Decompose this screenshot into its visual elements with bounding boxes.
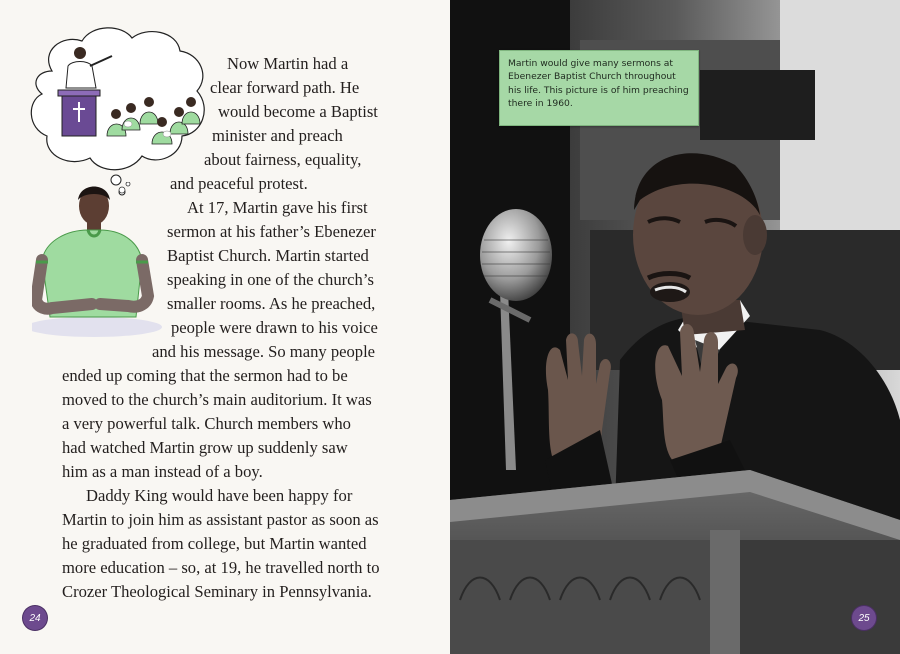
text-line-21: he graduated from college, but Martin wanted [62, 534, 367, 553]
text-line-2: clear forward path. He [210, 78, 360, 97]
text-line-8: sermon at his father’s Ebenezer [167, 222, 376, 241]
photo-caption [499, 50, 699, 126]
text-line-18: him as a man instead of a boy. [62, 462, 263, 481]
page-number-left: 24 [23, 606, 47, 630]
text-line-10: speaking in one of the church’s [167, 270, 374, 289]
text-line-11: smaller rooms. As he preached, [167, 294, 376, 313]
text-line-14: ended up coming that the sermon had to be [62, 366, 348, 385]
text-line-20: Martin to join him as assistant pastor as soon as [62, 510, 379, 529]
text-line-12: people were drawn to his voice [171, 318, 378, 337]
young-martin-illustration [32, 182, 167, 337]
thought-bubble-illustration [22, 16, 217, 196]
text-line-13: and his message. So many people [152, 342, 376, 361]
text-line-9: Baptist Church. Martin started [167, 246, 369, 265]
text-line-16: a very powerful talk. Church members who [62, 414, 351, 433]
page-number-right: 25 [852, 606, 876, 630]
text-line-22: more education – so, at 19, he travelled north to [62, 558, 380, 577]
text-line-3: would become a Baptist [218, 102, 378, 121]
text-line-1: Now Martin had a [227, 54, 349, 73]
text-line-4: minister and preach [212, 126, 343, 145]
caption-line-2: Ebenezer Baptist Church throughout [508, 71, 676, 83]
text-line-19: Daddy King would have been happy for [86, 486, 353, 505]
text-line-7: At 17, Martin gave his first [187, 198, 368, 217]
caption-line-4: there in 1960. [508, 98, 573, 110]
caption-line-3: his life. This picture is of him preaching [508, 84, 689, 96]
text-line-5: about fairness, equality, [204, 150, 362, 169]
text-line-23: Crozer Theological Seminary in Pennsylvania. [62, 582, 372, 601]
text-line-6: and peaceful protest. [170, 174, 308, 193]
text-line-17: had watched Martin grow up suddenly saw [62, 438, 348, 457]
caption-line-1: Martin would give many sermons at [508, 58, 674, 69]
text-line-15: moved to the church’s main auditorium. It was [62, 390, 372, 409]
